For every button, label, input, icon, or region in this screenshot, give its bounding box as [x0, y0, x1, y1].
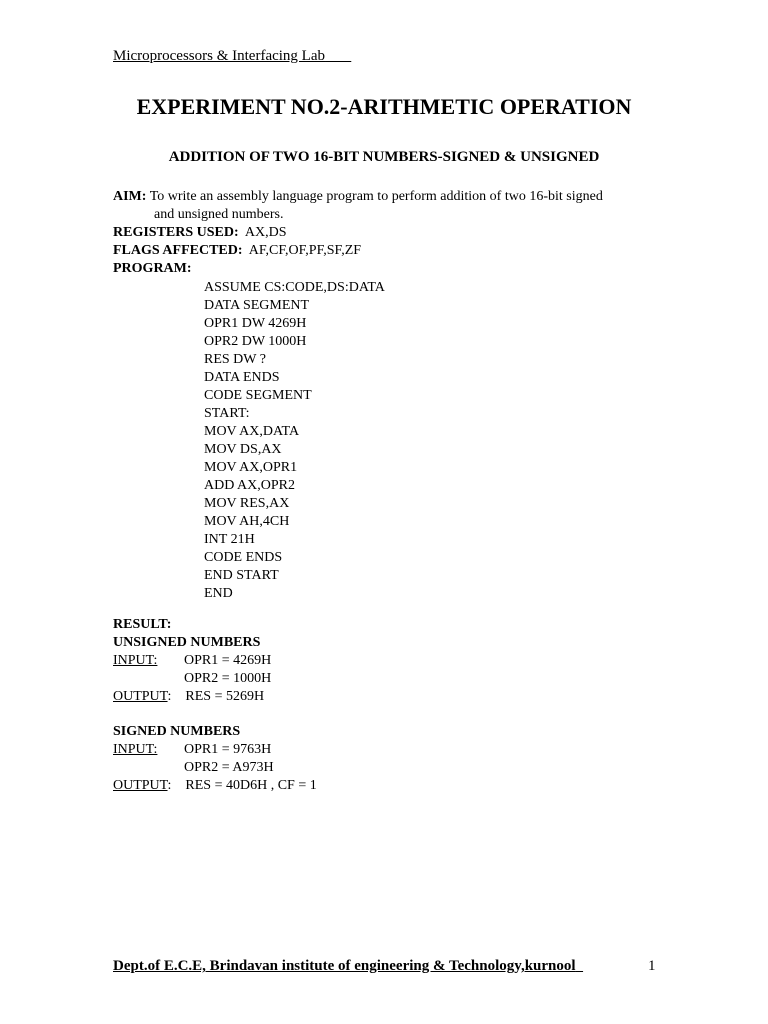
registers-used [113, 225, 287, 241]
result-label: RESULT: [113, 617, 172, 632]
code-line: MOV AX,DATA [204, 424, 300, 439]
code-line: END START [204, 568, 279, 583]
signed-opr1: OPR1 = 9763H [184, 742, 272, 757]
code-line: ADD AX,OPR2 [204, 478, 296, 493]
code-line: CODE ENDS [204, 550, 283, 565]
code-line: OPR1 DW 4269H [204, 316, 307, 331]
signed-input-label-text: INPUT: [113, 742, 158, 757]
page-title: EXPERIMENT NO.2-ARITHMETIC OPERATION [136, 94, 632, 119]
unsigned-opr1: OPR1 = 4269H [184, 653, 272, 668]
code-line: MOV RES,AX [204, 496, 290, 511]
code-line: ASSUME CS:CODE,DS:DATA [204, 280, 385, 295]
unsigned-input-label [113, 653, 157, 669]
code-line: MOV AH,4CH [204, 514, 290, 529]
aim-line-1 [113, 189, 603, 205]
program-label: PROGRAM: [113, 261, 192, 276]
code-line: DATA ENDS [204, 370, 280, 385]
unsigned-input-label-text: INPUT: [113, 653, 158, 668]
code-line: MOV DS,AX [204, 442, 282, 457]
running-header-text: Microprocessors & Interfacing Lab [113, 48, 326, 64]
signed-output-colon: : [167, 778, 172, 793]
aim-text-2: and unsigned numbers. [154, 207, 284, 222]
flags-value: AF,CF,OF,PF,SF,ZF [248, 243, 362, 258]
unsigned-label: UNSIGNED NUMBERS [113, 635, 261, 650]
code-line: DATA SEGMENT [204, 298, 310, 313]
aim-label: AIM: [113, 189, 147, 204]
unsigned-opr2: OPR2 = 1000H [184, 671, 272, 686]
signed-input-label [113, 742, 157, 758]
running-footer [113, 958, 583, 975]
flags-affected [113, 243, 361, 259]
page-number: 1 [648, 958, 656, 974]
unsigned-output-colon: : [167, 689, 172, 704]
unsigned-output [113, 689, 264, 705]
aim-text-1: To write an assembly language program to perform addition of two 16-bit signed [149, 189, 603, 204]
code-line: MOV AX,OPR1 [204, 460, 298, 475]
code-line: END [204, 586, 233, 601]
signed-output [113, 778, 317, 794]
signed-res: RES = 40D6H , CF = 1 [185, 778, 317, 793]
unsigned-output-label: OUTPUT [113, 689, 168, 704]
code-line: RES DW ? [204, 352, 266, 367]
signed-opr2: OPR2 = A973H [184, 760, 274, 775]
unsigned-res: RES = 5269H [185, 689, 265, 704]
code-line: START: [204, 406, 250, 421]
running-header [113, 48, 351, 65]
page-subtitle: ADDITION OF TWO 16-BIT NUMBERS-SIGNED & UNSIGNED [168, 149, 600, 165]
signed-label: SIGNED NUMBERS [113, 724, 241, 739]
program-code [204, 279, 385, 603]
signed-output-label: OUTPUT [113, 778, 168, 793]
code-line: INT 21H [204, 532, 255, 547]
code-line: OPR2 DW 1000H [204, 334, 307, 349]
registers-value: AX,DS [244, 225, 287, 240]
registers-label: REGISTERS USED: [113, 225, 239, 240]
flags-label: FLAGS AFFECTED: [113, 243, 243, 258]
code-line: CODE SEGMENT [204, 388, 312, 403]
running-footer-text: Dept.of E.C.E, Brindavan institute of engineering & Technology,kurnool [113, 958, 576, 974]
